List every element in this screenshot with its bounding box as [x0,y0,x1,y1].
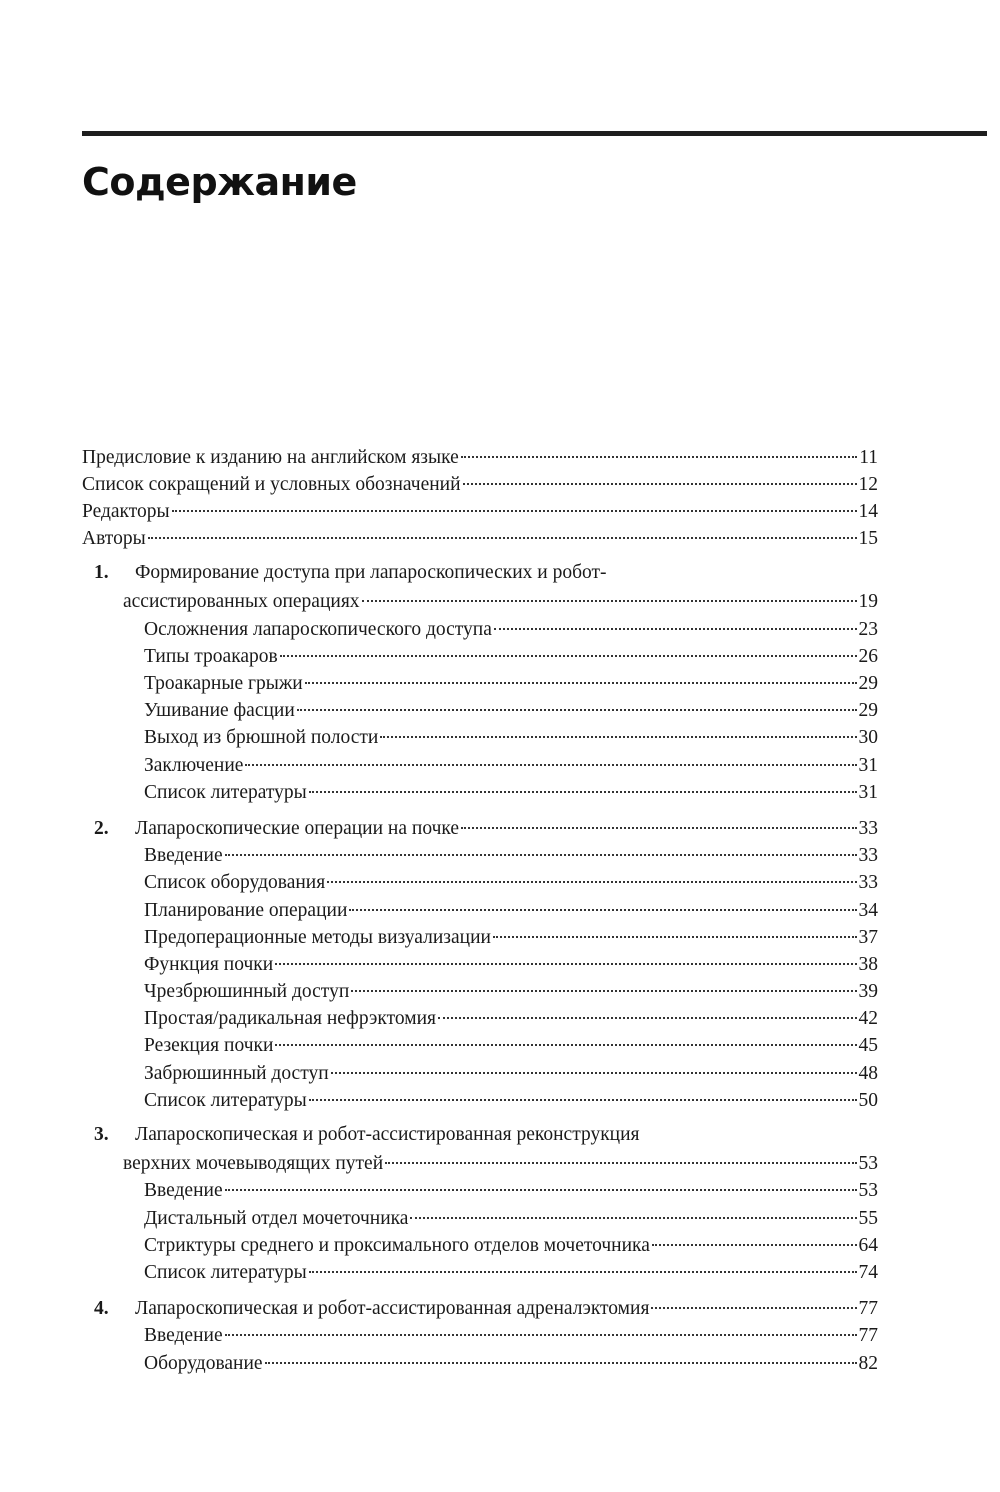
toc-entry-page: 29 [858,700,878,722]
toc-entry-page: 64 [858,1234,878,1256]
toc-entry-title: Введение [144,845,223,867]
toc-entry-title: Список литературы [144,1089,307,1111]
dot-leader [493,916,857,938]
toc-entry-page: 38 [858,953,878,975]
dot-leader [225,835,857,857]
chapter-1 [82,559,878,804]
toc-entry-page: 42 [858,1008,878,1030]
chapter-2 [82,812,878,1111]
chapter-title-line2: ассистированных операциях [123,591,360,613]
chapter-3 [82,1121,878,1284]
toc-entry[interactable] [82,1084,878,1111]
dot-leader [380,717,856,739]
toc-entry-page: 53 [858,1153,878,1175]
toc-entry-title: Чрезбрюшинный доступ [144,981,350,1003]
page-title: Содержание [82,160,357,204]
dot-leader [362,581,857,603]
toc-entry-title: Типы троакаров [144,645,278,667]
front-matter-list [82,441,878,550]
toc-entry-page: 77 [858,1298,878,1320]
toc-entry-title: Предоперационные методы визуализации [144,926,491,948]
chapter-4 [82,1293,878,1375]
toc-entry-page: 33 [858,845,878,867]
toc-entry-page: 55 [858,1207,878,1229]
toc-entry-title: Забрюшинный доступ [144,1062,329,1084]
toc-entry-title: Введение [144,1180,223,1202]
toc-entry-page: 14 [858,500,878,522]
chapter-number: 4. [94,1298,109,1320]
dot-leader [148,518,857,540]
dot-leader [652,1224,857,1246]
toc-entry-page: 30 [858,727,878,749]
chapter-title-line1: Лапароскопические операции на почке [135,817,460,839]
dot-leader [410,1197,856,1219]
dot-leader [651,1288,856,1310]
dot-leader [385,1143,856,1165]
toc-entry-page: 26 [858,645,878,667]
dot-leader [275,943,856,965]
toc-entry-page: 82 [858,1352,878,1374]
chapter-title-line1: Лапароскопическая и робот-ассистированная реконструкция [135,1123,640,1145]
dot-leader [461,436,857,458]
dot-leader [225,1315,857,1337]
dot-leader [494,608,857,630]
toc-entry-title: Троакарные грыжи [144,673,303,694]
chapter-number: 1. [94,561,109,583]
dot-leader [327,862,856,884]
toc-entry[interactable] [82,523,878,550]
toc-entry-page: 53 [858,1180,878,1202]
toc-entry-title: Список литературы [144,781,307,803]
dot-leader [463,463,857,485]
toc-entry-page: 77 [858,1325,878,1347]
toc-entry-title: Выход из брюшной полости [144,727,379,749]
toc-entry-page: 31 [858,781,878,803]
toc-entry-page: 23 [858,618,878,640]
toc-entry-title: Функция почки [144,953,274,975]
toc-entry-title: Простая/радикальная нефрэктомия [144,1008,437,1030]
toc-entry-title: Оборудование [144,1352,263,1374]
toc-entry-page: 48 [858,1062,878,1084]
dot-leader [280,635,857,657]
dot-leader [225,1170,857,1192]
toc-entry-page: 31 [858,754,878,776]
dot-leader [245,744,856,766]
toc-entry-title: Ушивание фасции [144,700,295,722]
toc-entry-page: 39 [858,981,878,1003]
chapter-title-line1: Лапароскопическая и робот-ассистированная адреналэктомия [135,1298,650,1320]
dot-leader [297,690,857,712]
toc-entry-page: 29 [858,673,878,694]
toc-entry-title: Стриктуры среднего и проксимального отделов мочеточника [144,1234,650,1256]
toc-entry-title: Список оборудования [144,872,326,894]
dot-leader [461,807,856,829]
chapter-title-line1: Формирование доступа при лапароскопических и робот- [135,561,607,583]
toc-entry[interactable] [82,1256,878,1283]
toc-entry-page: 11 [859,446,878,468]
toc-entry[interactable] [82,1347,878,1374]
toc-entry-page: 12 [858,473,878,495]
toc-entry-title: Дистальный отдел мочеточника [144,1207,409,1229]
toc-entry-title: Заключение [144,754,244,776]
dot-leader [265,1342,857,1364]
toc-entry-title: Список литературы [144,1261,307,1283]
toc-entry-page: 45 [858,1035,878,1057]
toc-entry-title: Введение [144,1325,223,1347]
chapter-title-line2: верхних мочевыводящих путей [123,1153,384,1175]
top-rule [82,131,987,136]
toc-entry-title: Резекция почки [144,1035,274,1057]
toc-entry-title: Предисловие к изданию на английском языке [82,446,459,468]
toc-entry-page: 33 [858,872,878,894]
dot-leader [438,998,856,1020]
toc-entry-page: 34 [858,899,878,921]
toc-entry-title: Список сокращений и условных обозначений [82,473,461,495]
dot-leader [309,771,857,793]
dot-leader [331,1052,857,1074]
table-of-contents [82,441,878,1374]
toc-entry-title: Редакторы [82,500,170,522]
toc-entry-title: Осложнения лапароскопического доступа [144,618,492,640]
toc-entry-title: Планирование операции [144,899,348,921]
chapter-number: 3. [94,1123,109,1145]
dot-leader [309,1079,857,1101]
toc-entry-page: 19 [858,591,878,613]
dot-leader [275,1025,856,1047]
toc-entry-page: 37 [858,926,878,948]
toc-entry-page: 33 [858,817,878,839]
chapter-number: 2. [94,817,109,839]
toc-entry-page: 74 [858,1261,878,1283]
dot-leader [349,889,856,911]
dot-leader [309,1251,857,1273]
dot-leader [172,490,857,512]
dot-leader [305,663,857,685]
toc-entry-page: 15 [858,528,878,550]
toc-entry-title: Авторы [82,528,146,550]
toc-entry[interactable] [82,776,878,803]
toc-entry-page: 50 [858,1089,878,1111]
dot-leader [351,971,856,993]
